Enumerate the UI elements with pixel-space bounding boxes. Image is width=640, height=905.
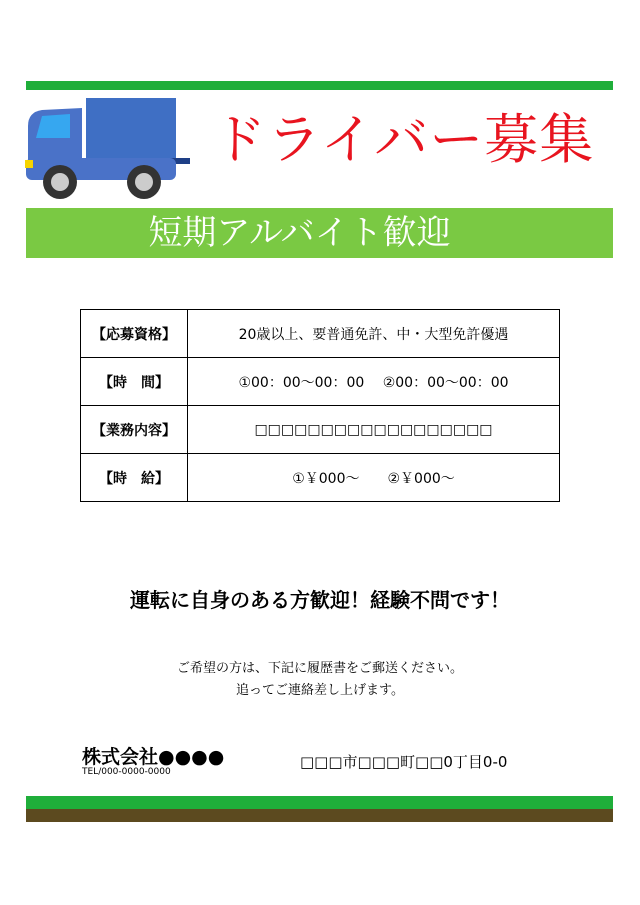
note-line-2: 追ってご連絡差し上げます。 (236, 683, 404, 698)
truck-icon (22, 94, 190, 200)
row-value: ①￥000～ ②￥000～ (188, 454, 560, 502)
table-row (81, 406, 560, 454)
truck-headlight (25, 160, 33, 168)
table-row (81, 358, 560, 406)
truck-front-hub (51, 173, 69, 191)
row-value: □□□□□□□□□□□□□□□□□□ (188, 406, 560, 454)
subtitle-banner: 短期アルバイト歓迎 (26, 208, 613, 258)
page-title: ドライバー募集 (212, 108, 595, 171)
row-label: 【応募資格】 (81, 310, 188, 358)
top-green-bar (26, 81, 613, 90)
application-note (0, 658, 640, 702)
truck-rear-hub (135, 173, 153, 191)
table-row (81, 310, 560, 358)
company-name: 株式会社●●●● (82, 746, 225, 768)
company-address: □□□市□□□町□□0丁目0-0 (300, 753, 508, 771)
note-line-1: ご希望の方は、下記に履歴書をご郵送ください。 (176, 661, 463, 676)
row-value: ①00：00～00：00 ②00：00～00：00 (188, 358, 560, 406)
row-value: 20歳以上、要普通免許、中・大型免許優遇 (188, 310, 560, 358)
catchphrase: 運転に自身のある方歓迎！経験不問です！ (130, 588, 510, 612)
details-table (80, 309, 560, 502)
table-row (81, 454, 560, 502)
row-label: 【業務内容】 (81, 406, 188, 454)
bottom-brown-bar (26, 809, 613, 822)
bottom-green-bar (26, 796, 613, 809)
row-label: 【時 間】 (81, 358, 188, 406)
row-label: 【時 給】 (81, 454, 188, 502)
truck-cargo-box (86, 98, 176, 160)
company-tel: TEL/000-0000-0000 (82, 767, 171, 777)
